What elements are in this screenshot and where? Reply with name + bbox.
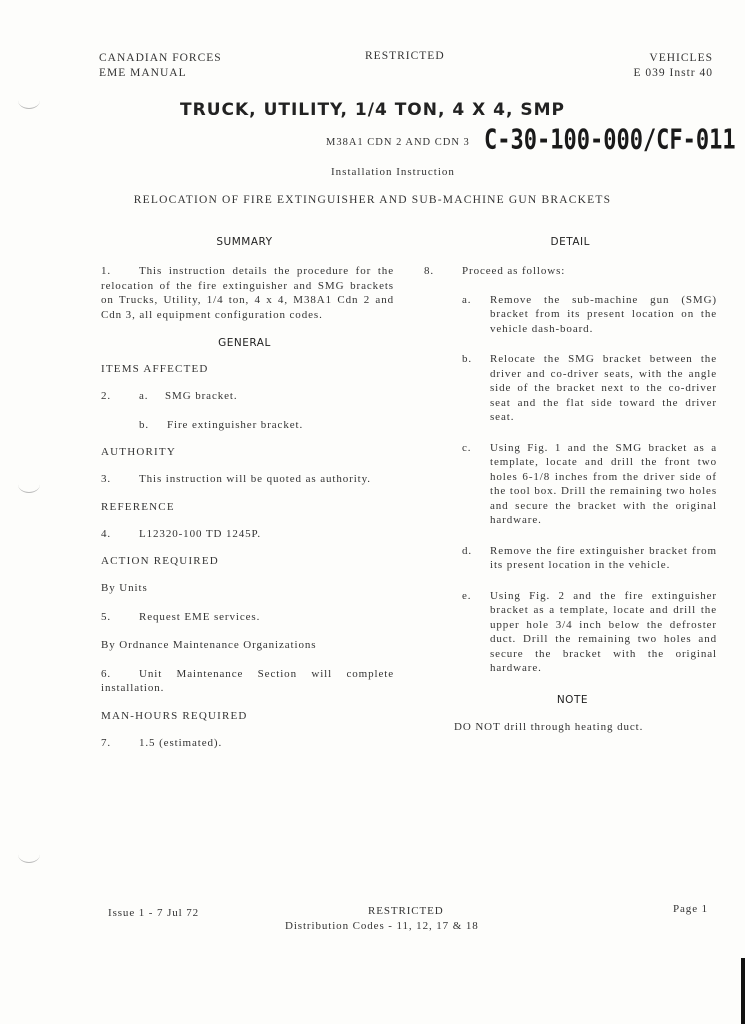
para-2b-label: b. xyxy=(139,418,150,431)
document-subtitle: M38A1 CDN 2 AND CDN 3 xyxy=(326,137,470,148)
step-a-label: a. xyxy=(462,293,472,306)
header-left-line2: EME MANUAL xyxy=(99,67,187,79)
para-8-number: 8. xyxy=(424,265,435,277)
step-d-label: d. xyxy=(462,544,473,557)
stencil-code: C-30-100-000/CF-011 xyxy=(484,124,736,157)
general-heading: GENERAL xyxy=(218,337,271,349)
by-units-label: By Units xyxy=(101,582,148,594)
para-2b xyxy=(101,418,394,433)
binder-hole-mark-bottom xyxy=(18,846,40,863)
items-affected-heading: ITEMS AFFECTED xyxy=(101,363,209,375)
man-hours-heading: MAN-HOURS REQUIRED xyxy=(101,709,248,722)
header-right-line1: VEHICLES xyxy=(649,52,713,64)
para-5-text: Request EME services. xyxy=(139,610,261,623)
note-text: DO NOT drill through heating duct. xyxy=(454,720,644,733)
para-4-text: L12320-100 TD 1245P. xyxy=(139,527,261,540)
header-right-line2: E 039 Instr 40 xyxy=(633,67,713,79)
para-1 xyxy=(101,264,394,322)
document-title: TRUCK, UTILITY, 1/4 TON, 4 X 4, SMP xyxy=(180,100,565,120)
para-4-number: 4. xyxy=(101,527,112,540)
para-5-number: 5. xyxy=(101,610,112,623)
binder-hole-mark-middle xyxy=(18,476,40,493)
footer-distribution: Distribution Codes - 11, 12, 17 & 18 xyxy=(285,920,479,932)
step-d-text: Remove the fire extinguisher bracket from its present location in the vehicle. xyxy=(490,544,717,571)
right-column xyxy=(424,236,717,734)
para-8-text: Proceed as follows: xyxy=(462,265,566,277)
step-e-text: Using Fig. 2 and the fire extinguisher bracket as a template, locate and drill the upper hole 3/4 inch below the defroster duct. Drill the remaining two holes and secure the bracket with the original hardware. xyxy=(490,589,717,674)
para-1-number: 1. xyxy=(101,265,112,277)
header-left xyxy=(99,51,222,81)
para-6 xyxy=(101,667,394,696)
relocation-heading: RELOCATION OF FIRE EXTINGUISHER AND SUB-MACHINE GUN BRACKETS xyxy=(133,194,612,206)
para-2a-label: a. xyxy=(139,390,149,402)
step-b-text: Relocate the SMG bracket between the driver and co-driver seats, with the angle side of the bracket next to the co-driver seat and the flat side toward the driver seat. xyxy=(490,353,717,423)
step-d xyxy=(462,544,717,573)
step-b xyxy=(462,352,717,425)
summary-heading: SUMMARY xyxy=(216,236,273,248)
para-2-number: 2. xyxy=(101,390,112,402)
action-required-heading: ACTION REQUIRED xyxy=(101,555,219,567)
reference-heading: REFERENCE xyxy=(101,500,175,513)
left-column xyxy=(101,236,394,750)
step-c-text: Using Fig. 1 and the SMG bracket as a template, locate and drill the front two holes 6-1/8 inches from the driver side of the tool box. Drill the remaining two holes and secure the bracket with the original hardware. xyxy=(490,441,717,526)
step-a xyxy=(462,293,717,337)
para-4 xyxy=(101,527,394,542)
para-1-text: This instruction details the procedure for the relocation of the fire extinguisher and SMG brackets on Trucks, Utility, 1/4 ton, 4 x 4, M38A1 Cdn 2 and Cdn 3, all equipment configuration codes. xyxy=(101,265,394,321)
step-b-label: b. xyxy=(462,353,473,365)
header-left-line1: CANADIAN FORCES xyxy=(99,52,222,64)
detail-heading: DETAIL xyxy=(550,236,590,248)
step-c xyxy=(462,441,717,528)
para-2 xyxy=(101,389,394,404)
para-3 xyxy=(101,472,394,487)
scan-edge-mark xyxy=(741,958,745,1024)
footer-center: RESTRICTED xyxy=(368,905,444,917)
para-6-number: 6. xyxy=(101,667,112,680)
step-a-text: Remove the sub-machine gun (SMG) bracket from its present location on the vehicle dash-board. xyxy=(490,293,717,335)
para-7 xyxy=(101,736,394,751)
para-2a-text: SMG bracket. xyxy=(165,390,238,402)
footer-page: Page 1 xyxy=(673,903,709,915)
para-7-number: 7. xyxy=(101,736,112,749)
by-ordnance-label: By Ordnance Maintenance Organizations xyxy=(101,639,317,651)
note-heading: NOTE xyxy=(556,693,588,706)
para-2b-text: Fire extinguisher bracket. xyxy=(167,418,304,431)
para-6-text: Unit Maintenance Section will complete installation. xyxy=(101,667,394,694)
step-e xyxy=(462,589,717,676)
header-right xyxy=(634,51,713,81)
step-e-label: e. xyxy=(462,589,472,602)
footer-issue: Issue 1 - 7 Jul 72 xyxy=(108,907,200,919)
authority-heading: AUTHORITY xyxy=(101,446,176,458)
install-label: Installation Instruction xyxy=(331,166,455,178)
para-3-text: This instruction will be quoted as authority. xyxy=(139,473,371,485)
detail-steps xyxy=(424,293,717,676)
para-7-text: 1.5 (estimated). xyxy=(139,736,223,749)
para-5 xyxy=(101,610,394,625)
header-center: RESTRICTED xyxy=(365,50,445,62)
para-8 xyxy=(424,264,717,279)
step-c-label: c. xyxy=(462,441,472,454)
para-3-number: 3. xyxy=(101,473,112,485)
